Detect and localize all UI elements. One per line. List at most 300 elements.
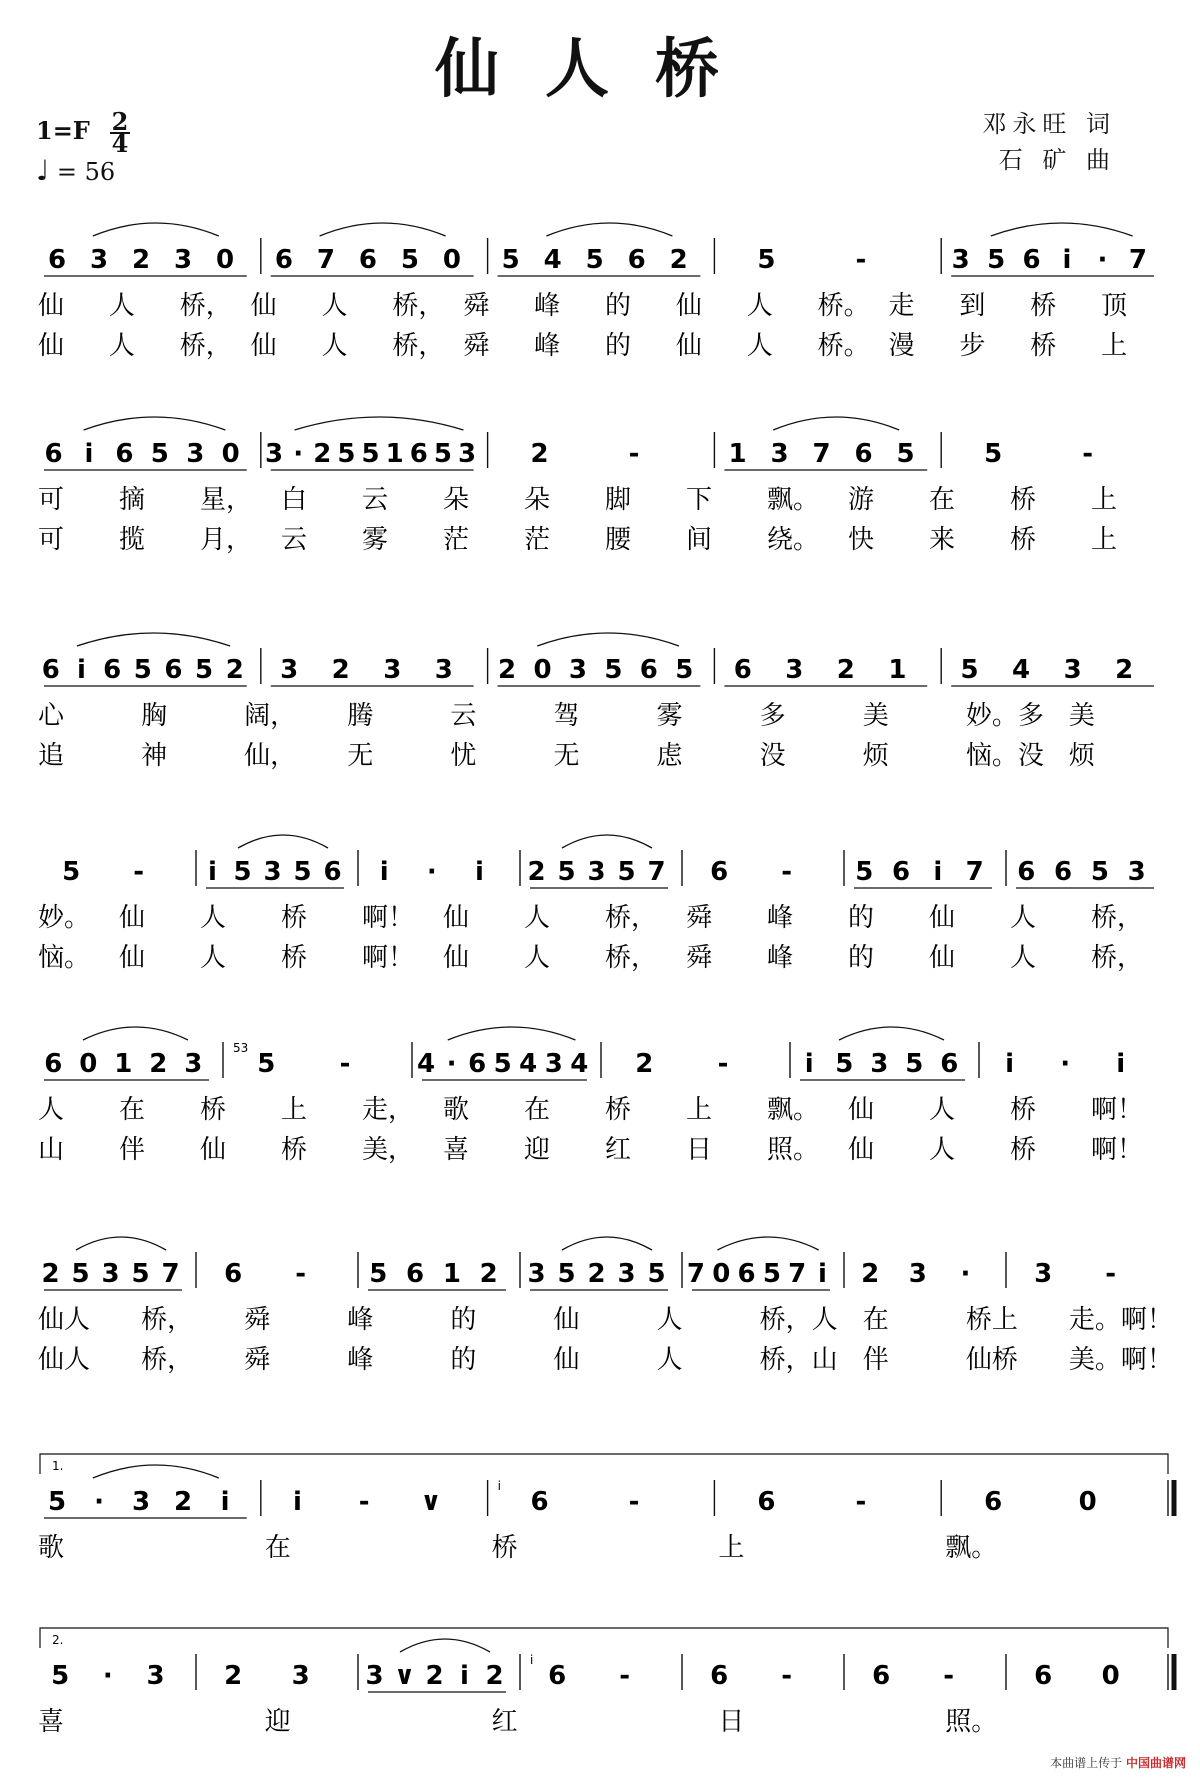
note: 6 bbox=[1017, 857, 1036, 887]
note: 4 bbox=[417, 1049, 436, 1079]
note: 2 bbox=[635, 1049, 654, 1079]
lyric-syllable: 无 bbox=[553, 741, 580, 771]
lyric-syllable: 桥 bbox=[200, 1095, 227, 1125]
note: 6 bbox=[224, 1259, 243, 1289]
note: 3 bbox=[951, 245, 970, 275]
volta-bracket bbox=[40, 1628, 1168, 1648]
note: · bbox=[1097, 245, 1108, 275]
note: 6 bbox=[757, 1487, 776, 1517]
slur bbox=[400, 1639, 490, 1652]
lyric-syllable: 啊！ bbox=[362, 943, 415, 973]
note: 4 bbox=[519, 1049, 538, 1079]
lyric-syllable: 仙 bbox=[38, 331, 65, 361]
note: 6 bbox=[48, 245, 67, 275]
note: · bbox=[426, 857, 437, 887]
lyric-syllable: 美， bbox=[362, 1135, 415, 1165]
lyric-syllable: 人 bbox=[321, 291, 348, 321]
note: 5 bbox=[1090, 857, 1109, 887]
note: 2 bbox=[149, 1049, 168, 1079]
note: 1 bbox=[728, 439, 747, 469]
key-label: 1=F bbox=[36, 116, 90, 145]
note: 1 bbox=[114, 1049, 133, 1079]
lyric-syllable: 走。啊！ bbox=[1068, 1305, 1173, 1335]
lyric-syllable: 仙 bbox=[119, 943, 146, 973]
note: 3 bbox=[90, 245, 109, 275]
note: 6 bbox=[733, 655, 752, 685]
slur bbox=[77, 633, 230, 646]
note: - bbox=[1082, 439, 1094, 469]
note: i bbox=[475, 857, 484, 887]
lyric-syllable: 腰 bbox=[605, 525, 632, 555]
lyric-syllable: 雾 bbox=[656, 701, 683, 731]
lyric-syllable: 桥 bbox=[491, 1533, 518, 1563]
tempo-value: = 56 bbox=[56, 158, 116, 186]
note: - bbox=[619, 1661, 631, 1691]
note: - bbox=[855, 1487, 867, 1517]
lyric-syllable: 茫 bbox=[524, 525, 551, 555]
slur bbox=[448, 1027, 576, 1040]
note: 2 bbox=[313, 439, 332, 469]
note: 2 bbox=[498, 655, 517, 685]
lyric-syllable: 朵 bbox=[524, 485, 551, 515]
lyric-syllable: 桥。 bbox=[817, 291, 870, 321]
note: i bbox=[1116, 1049, 1126, 1079]
note: - bbox=[295, 1259, 307, 1289]
lyric-syllable: 迎 bbox=[264, 1707, 291, 1737]
note: 7 bbox=[965, 857, 984, 887]
note: 6 bbox=[115, 439, 134, 469]
note: - bbox=[781, 857, 793, 887]
lyric-syllable: 桥， bbox=[605, 943, 658, 973]
lyric-syllable: 仙 bbox=[929, 903, 956, 933]
note: 2 bbox=[861, 1259, 880, 1289]
lyric-syllable: 啊！ bbox=[362, 903, 415, 933]
lyric-syllable: 仙 bbox=[250, 291, 277, 321]
slur bbox=[839, 1027, 944, 1040]
lyric-syllable: 上 bbox=[1091, 485, 1118, 515]
lyric-syllable: 下 bbox=[686, 485, 713, 515]
lyric-syllable: 仙 bbox=[200, 1135, 227, 1165]
note: 0 bbox=[221, 439, 240, 469]
lyric-syllable: 恼。 bbox=[38, 943, 91, 973]
note: - bbox=[133, 857, 145, 887]
note: 6 bbox=[548, 1661, 567, 1691]
note: 6 bbox=[274, 245, 293, 275]
note: 5 bbox=[501, 245, 520, 275]
note: 5 bbox=[48, 1487, 67, 1517]
lyric-syllable: 仙 bbox=[119, 903, 146, 933]
note: i bbox=[84, 439, 94, 469]
lyric-syllable: 日 bbox=[718, 1707, 745, 1737]
lyric-syllable: 舜 bbox=[463, 291, 490, 321]
slur bbox=[717, 1237, 818, 1250]
note: 3 bbox=[291, 1661, 310, 1691]
note: · bbox=[293, 439, 304, 469]
lyric-syllable: 仙 bbox=[675, 331, 702, 361]
note: 6 bbox=[892, 857, 911, 887]
lyric-syllable: 仙 bbox=[443, 903, 470, 933]
note: 3 bbox=[1127, 857, 1146, 887]
note: · bbox=[446, 1049, 457, 1079]
note: 5 bbox=[984, 439, 1003, 469]
lyric-syllable: 峰 bbox=[347, 1345, 374, 1375]
note: 5 bbox=[233, 857, 252, 887]
lyric-syllable: 桥，山 bbox=[759, 1345, 838, 1375]
slur bbox=[773, 417, 899, 430]
lyric-syllable: 仙 bbox=[250, 331, 277, 361]
note: 0 bbox=[442, 245, 461, 275]
note: - bbox=[358, 1487, 370, 1517]
note: 7 bbox=[686, 1259, 705, 1289]
grace-note: i bbox=[497, 1479, 501, 1493]
lyric-syllable: 在 bbox=[119, 1095, 146, 1125]
note: 2 bbox=[174, 1487, 193, 1517]
note: 3 bbox=[146, 1661, 165, 1691]
volta-label: 1. bbox=[52, 1459, 64, 1473]
lyric-syllable: 仙 bbox=[848, 1095, 875, 1125]
volta-label: 2. bbox=[52, 1633, 64, 1647]
note: 6 bbox=[409, 439, 428, 469]
lyric-syllable: 人 bbox=[321, 331, 348, 361]
note: i bbox=[220, 1487, 230, 1517]
note: 5 bbox=[557, 1259, 576, 1289]
lyric-syllable: 的 bbox=[605, 291, 632, 321]
note: - bbox=[781, 1661, 793, 1691]
slur bbox=[562, 835, 652, 848]
note: 3 bbox=[383, 655, 402, 685]
lyric-syllable: 桥， bbox=[605, 903, 658, 933]
note: 5 bbox=[647, 1259, 666, 1289]
note: 5 bbox=[400, 245, 419, 275]
lyric-syllable: 人 bbox=[746, 291, 773, 321]
lyric-syllable: 云 bbox=[362, 485, 389, 515]
lyric-syllable: 的 bbox=[450, 1305, 477, 1335]
note: 3 bbox=[617, 1259, 636, 1289]
note: 2 bbox=[530, 439, 549, 469]
lyric-syllable: 间 bbox=[686, 525, 713, 555]
lyric-syllable: 桥 bbox=[281, 903, 308, 933]
lyric-syllable: 舜 bbox=[463, 331, 490, 361]
note: 3 bbox=[434, 655, 453, 685]
lyric-syllable: 仙人 bbox=[38, 1305, 91, 1335]
lyric-syllable: 人 bbox=[200, 903, 227, 933]
lyric-syllable: 的 bbox=[848, 943, 875, 973]
note: 5 bbox=[369, 1259, 388, 1289]
note: 2 bbox=[425, 1661, 444, 1691]
note: 3 bbox=[458, 439, 477, 469]
note: 5 bbox=[131, 1259, 150, 1289]
lyric-syllable: 仙 bbox=[929, 943, 956, 973]
note: 6 bbox=[984, 1487, 1003, 1517]
note: 6 bbox=[940, 1049, 959, 1079]
note: 7 bbox=[316, 245, 335, 275]
note: 7 bbox=[788, 1259, 807, 1289]
note: 3 bbox=[587, 857, 606, 887]
lyric-syllable: 桥， bbox=[392, 291, 445, 321]
note: 5 bbox=[493, 1049, 512, 1079]
footer-prefix: 本曲谱上传于 bbox=[1050, 1756, 1123, 1770]
note: i bbox=[379, 857, 389, 887]
lyric-syllable: 仙 bbox=[553, 1345, 580, 1375]
slur bbox=[562, 1237, 652, 1250]
note: 5 bbox=[433, 439, 453, 469]
lyric-syllable: 仙， bbox=[244, 741, 297, 771]
lyric-syllable: 走， bbox=[362, 1095, 415, 1125]
note: 2 bbox=[225, 655, 244, 685]
note: i bbox=[1005, 1049, 1015, 1079]
lyric-syllable: 腾 bbox=[347, 701, 374, 731]
note: 5 bbox=[585, 245, 604, 275]
lyric-syllable: 桥上 bbox=[965, 1305, 1018, 1335]
slur bbox=[537, 633, 679, 646]
note: - bbox=[339, 1049, 351, 1079]
lyric-syllable: 漫 bbox=[888, 331, 915, 361]
lyric-syllable: 星， bbox=[200, 485, 253, 515]
slur bbox=[83, 1027, 188, 1040]
note: 2 bbox=[1115, 655, 1134, 685]
lyric-syllable: 飘。 bbox=[945, 1533, 998, 1563]
note: 0 bbox=[712, 1259, 731, 1289]
lyric-syllable: 人 bbox=[746, 331, 773, 361]
note: i bbox=[460, 1661, 469, 1691]
lyric-syllable: 美。啊！ bbox=[1068, 1345, 1173, 1375]
volta-bracket bbox=[40, 1454, 1168, 1474]
lyric-syllable: 可 bbox=[38, 525, 65, 555]
note: 5 bbox=[293, 857, 312, 887]
lyric-syllable: 舜 bbox=[686, 943, 713, 973]
lyric-syllable: 胸 bbox=[141, 701, 168, 731]
lyric-syllable: 揽 bbox=[119, 525, 146, 555]
slur bbox=[93, 1465, 219, 1478]
note: 6 bbox=[323, 857, 342, 887]
lyric-syllable: 的 bbox=[605, 331, 632, 361]
lyric-syllable: 月， bbox=[200, 525, 253, 555]
lyric-syllable: 脚 bbox=[605, 485, 632, 515]
note: 3 bbox=[544, 1049, 563, 1079]
note: 3 bbox=[870, 1049, 889, 1079]
lyric-syllable: 朵 bbox=[443, 485, 470, 515]
lyric-syllable: 啊！ bbox=[1091, 1095, 1144, 1125]
note: 5 bbox=[960, 655, 979, 685]
lyric-syllable: 茫 bbox=[443, 525, 470, 555]
note: · bbox=[94, 1487, 105, 1517]
note: 6 bbox=[1022, 245, 1041, 275]
note: i bbox=[933, 857, 943, 887]
note: 0 bbox=[1078, 1487, 1097, 1517]
time-signature-bottom: 4 bbox=[111, 129, 129, 158]
note: 3 bbox=[186, 439, 205, 469]
note: i bbox=[293, 1487, 302, 1517]
lyric-syllable: 峰 bbox=[534, 291, 561, 321]
note: 3 bbox=[770, 439, 789, 469]
lyric-syllable: 烦 bbox=[862, 741, 889, 771]
slur bbox=[295, 417, 464, 430]
note: 1 bbox=[888, 655, 907, 685]
note: 1 bbox=[385, 439, 404, 469]
lyric-syllable: 人 bbox=[200, 943, 227, 973]
note: 2 bbox=[224, 1661, 243, 1691]
lyric-syllable: 迎 bbox=[524, 1135, 551, 1165]
note: 6 bbox=[358, 245, 377, 275]
lyric-syllable: 桥，人 bbox=[759, 1305, 838, 1335]
note: 2 bbox=[836, 655, 855, 685]
lyric-syllable: 仙人 bbox=[38, 1345, 91, 1375]
note: 4 bbox=[570, 1049, 589, 1079]
note: 5 bbox=[557, 857, 576, 887]
note: 5 bbox=[757, 245, 776, 275]
note: 5 bbox=[896, 439, 915, 469]
note: 3 bbox=[184, 1049, 203, 1079]
note: 3 bbox=[174, 245, 193, 275]
slur bbox=[84, 417, 226, 430]
lyric-syllable: 的 bbox=[848, 903, 875, 933]
lyric-syllable: 桥， bbox=[1091, 903, 1144, 933]
note: 1 bbox=[442, 1259, 461, 1289]
lyric-syllable: 白 bbox=[281, 485, 308, 515]
note: 2 bbox=[527, 857, 546, 887]
lyric-syllable: 红 bbox=[491, 1707, 518, 1737]
note: 2 bbox=[479, 1259, 498, 1289]
lyric-syllable: 峰 bbox=[534, 331, 561, 361]
note: 5 bbox=[71, 1259, 90, 1289]
note: i bbox=[804, 1049, 814, 1079]
lyric-syllable: 人 bbox=[656, 1345, 683, 1375]
note: 7 bbox=[647, 857, 666, 887]
note: 0 bbox=[533, 655, 552, 685]
lyric-syllable: 红 bbox=[605, 1135, 632, 1165]
note: · bbox=[960, 1259, 971, 1289]
note: 6 bbox=[1034, 1661, 1053, 1691]
note: 0 bbox=[79, 1049, 98, 1079]
note: - bbox=[943, 1661, 955, 1691]
lyric-syllable: 桥， bbox=[141, 1305, 194, 1335]
lyric-syllable: 烦 bbox=[1068, 741, 1095, 771]
song-title: 仙人桥 bbox=[435, 32, 765, 107]
slur bbox=[320, 223, 446, 236]
note: 5 bbox=[835, 1049, 854, 1079]
lyric-syllable: 恼。没 bbox=[965, 741, 1044, 771]
lyric-syllable: 人 bbox=[1010, 943, 1037, 973]
lyric-syllable: 飘。 bbox=[767, 1095, 820, 1125]
lyric-syllable: 美 bbox=[862, 701, 889, 731]
note: i bbox=[77, 655, 86, 685]
lyric-syllable: 桥， bbox=[392, 331, 445, 361]
note: 5 bbox=[617, 857, 636, 887]
lyric-syllable: 妙。 bbox=[38, 903, 91, 933]
lyric-syllable: 忧 bbox=[450, 741, 477, 771]
lyric-syllable: 摘 bbox=[119, 485, 146, 515]
slur bbox=[546, 223, 672, 236]
lyric-syllable: 山 bbox=[38, 1135, 65, 1165]
note: 5 bbox=[150, 439, 169, 469]
note: 5 bbox=[133, 655, 152, 685]
note: 5 bbox=[905, 1049, 924, 1079]
note: 7 bbox=[812, 439, 831, 469]
note: 7 bbox=[1128, 245, 1147, 275]
lyric-syllable: 桥 bbox=[281, 1135, 308, 1165]
lyric-syllable: 多 bbox=[759, 701, 786, 731]
note: 3 bbox=[1063, 655, 1082, 685]
note: i bbox=[208, 857, 217, 887]
note: 3 bbox=[132, 1487, 151, 1517]
slur bbox=[76, 1237, 166, 1250]
note: 6 bbox=[406, 1259, 425, 1289]
note: 6 bbox=[639, 655, 658, 685]
lyric-syllable: 没 bbox=[759, 741, 786, 771]
note: 2 bbox=[485, 1661, 504, 1691]
lyric-syllable: 无 bbox=[347, 741, 374, 771]
note: 3 bbox=[101, 1259, 120, 1289]
note: 6 bbox=[41, 655, 60, 685]
note: 0 bbox=[1101, 1661, 1120, 1691]
lyric-syllable: 上 bbox=[281, 1095, 308, 1125]
grace-note: i bbox=[530, 1653, 534, 1667]
lyric-syllable: 伴 bbox=[862, 1345, 889, 1375]
note: 3 bbox=[527, 1259, 546, 1289]
note: 6 bbox=[468, 1049, 487, 1079]
note: 3 bbox=[785, 655, 804, 685]
lyric-syllable: 峰 bbox=[767, 903, 794, 933]
lyric-syllable: 来 bbox=[929, 525, 956, 555]
lyric-syllable: 照。 bbox=[945, 1707, 998, 1737]
note: 6 bbox=[103, 655, 122, 685]
note: - bbox=[717, 1049, 729, 1079]
lyric-syllable: 人 bbox=[524, 943, 551, 973]
note: 2 bbox=[132, 245, 151, 275]
note: 3 bbox=[908, 1259, 927, 1289]
lyric-syllable: 桥， bbox=[1091, 943, 1144, 973]
note: 6 bbox=[627, 245, 646, 275]
lyric-syllable: 仙 bbox=[675, 291, 702, 321]
lyric-syllable: 在 bbox=[524, 1095, 551, 1125]
time-signature-top: 2 bbox=[111, 107, 129, 136]
note: 3 bbox=[265, 439, 284, 469]
note: · bbox=[1060, 1049, 1071, 1079]
note: 3 bbox=[280, 655, 299, 685]
note: - bbox=[628, 1487, 640, 1517]
lyric-syllable: 在 bbox=[929, 485, 956, 515]
note: 2 bbox=[331, 655, 350, 685]
lyric-syllable: 人 bbox=[38, 1095, 65, 1125]
note: 5 bbox=[51, 1661, 70, 1691]
lyric-syllable: 桥 bbox=[605, 1095, 632, 1125]
note: 5 bbox=[987, 245, 1006, 275]
lyric-syllable: 妙。多 bbox=[965, 701, 1044, 731]
lyric-syllable: 仙 bbox=[38, 291, 65, 321]
note: 6 bbox=[737, 1259, 756, 1289]
lyric-syllable: 桥， bbox=[179, 331, 232, 361]
lyric-syllable: 飘。 bbox=[767, 485, 820, 515]
lyric-syllable: 驾 bbox=[553, 701, 580, 731]
lyric-syllable: 到 bbox=[959, 291, 986, 321]
note: 2 bbox=[669, 245, 688, 275]
note: 5 bbox=[337, 439, 356, 469]
lyric-syllable: 舜 bbox=[244, 1345, 271, 1375]
note: 7 bbox=[161, 1259, 180, 1289]
note: 5 bbox=[604, 655, 623, 685]
lyric-syllable: 桥 bbox=[1010, 1095, 1037, 1125]
note: 6 bbox=[164, 655, 183, 685]
lyric-syllable: 喜 bbox=[38, 1707, 65, 1737]
lyric-syllable: 云 bbox=[281, 525, 308, 555]
lyric-syllable: 人 bbox=[929, 1095, 956, 1125]
note: i bbox=[818, 1259, 827, 1289]
lyric-syllable: 人 bbox=[108, 291, 135, 321]
lyric-syllable: 游 bbox=[848, 485, 875, 515]
lyric-syllable: 上 bbox=[718, 1533, 745, 1563]
lyric-syllable: 照。 bbox=[767, 1135, 820, 1165]
lyric-syllable: 上 bbox=[1091, 525, 1118, 555]
